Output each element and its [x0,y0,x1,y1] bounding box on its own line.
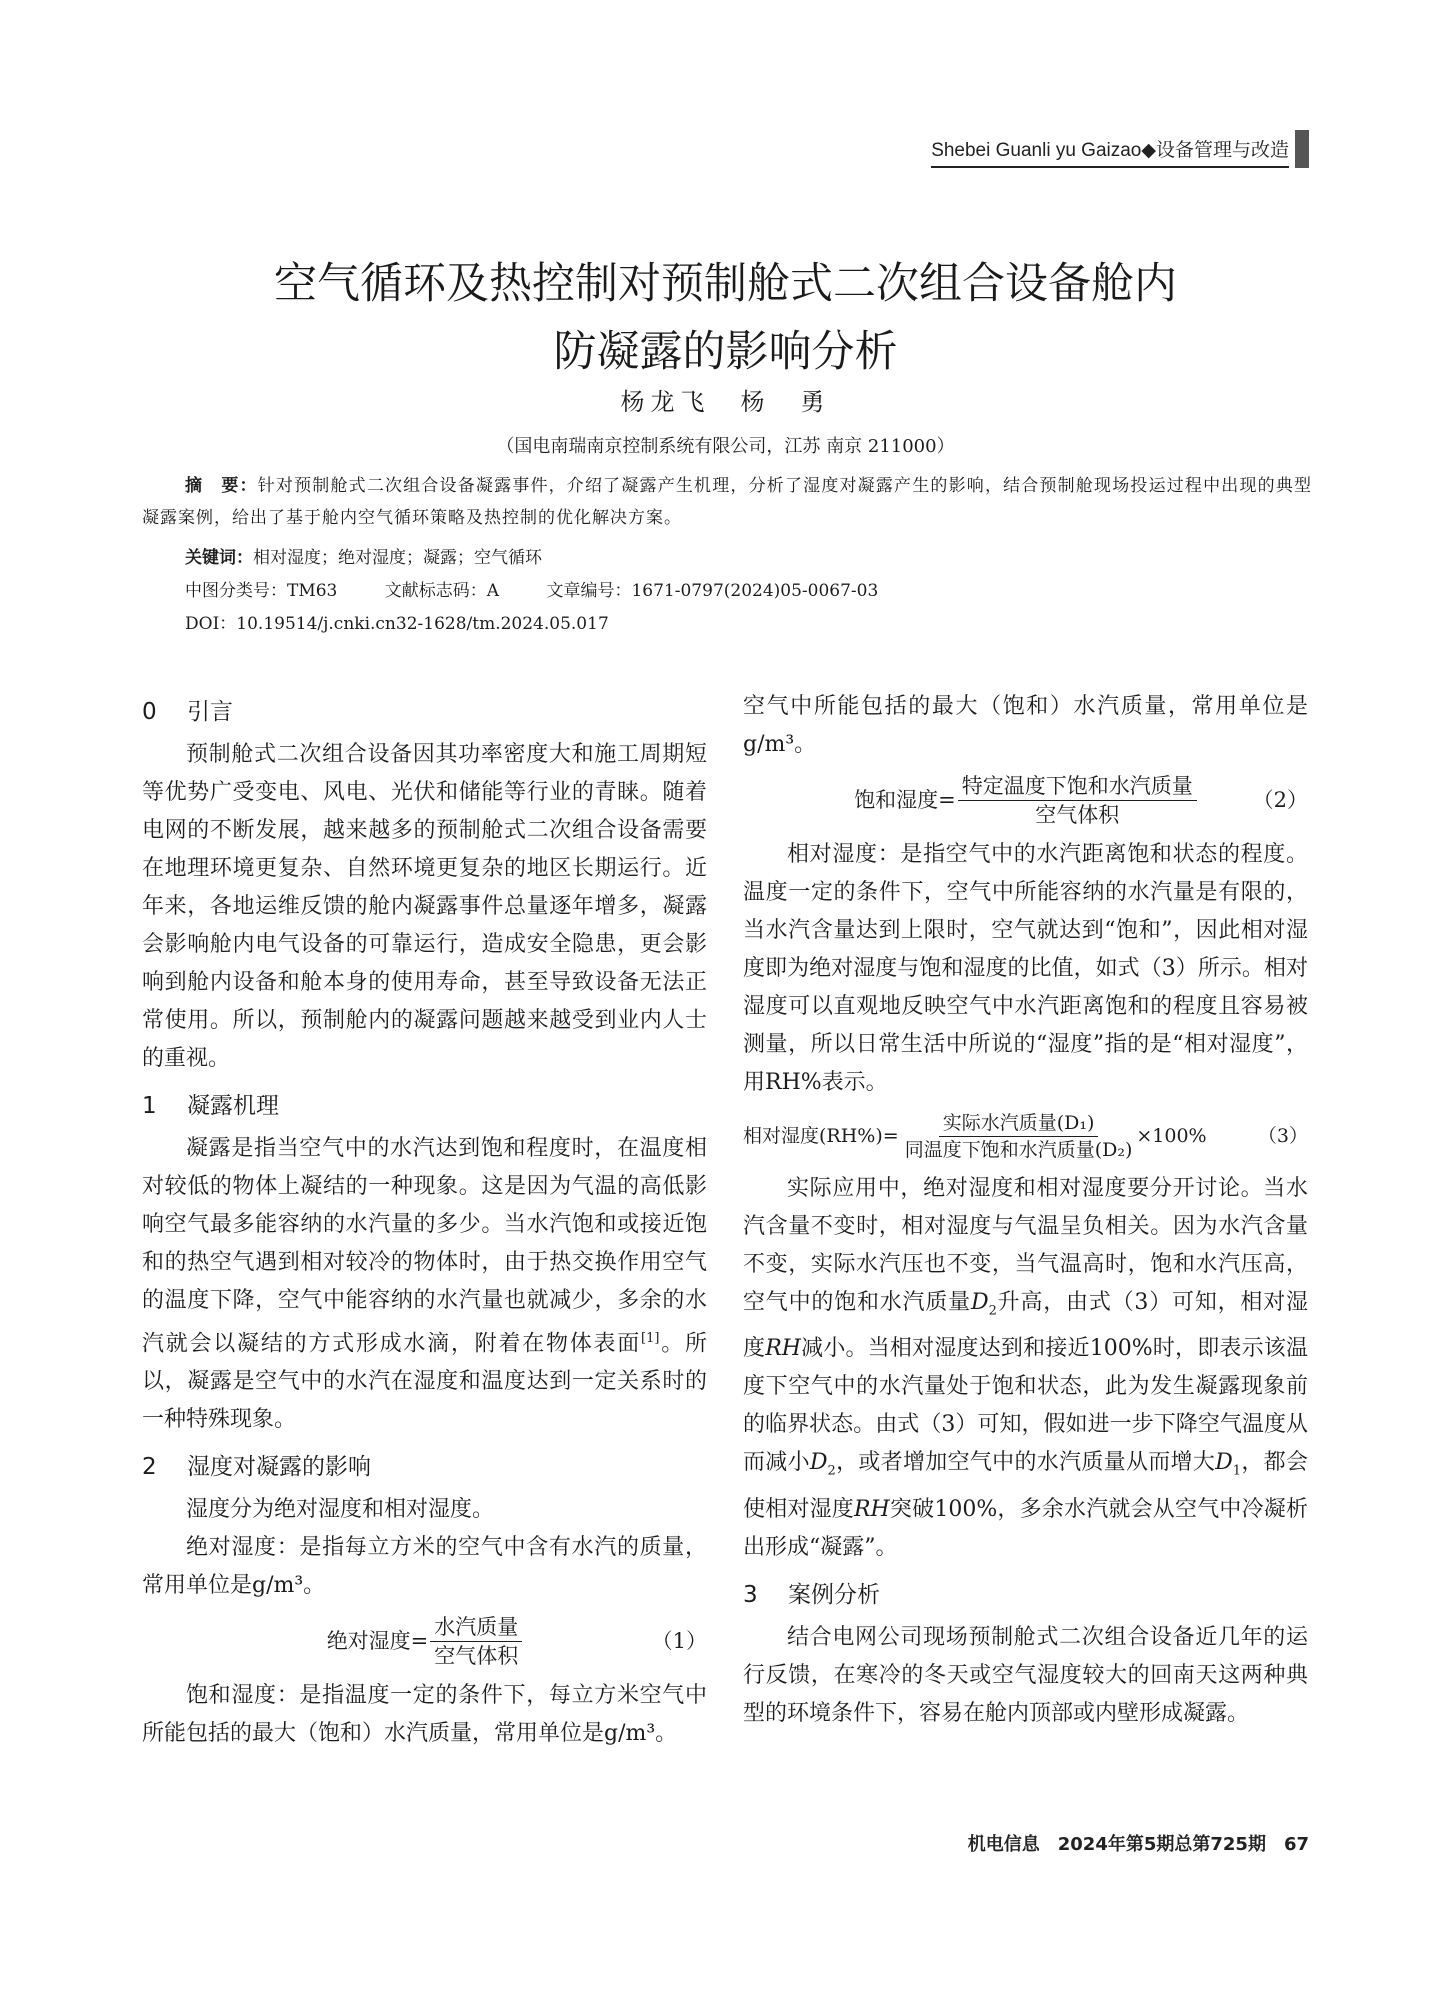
keywords [185,542,1355,574]
paper-title [0,250,1451,386]
fraction-denominator: 空气体积 [1035,802,1120,827]
variable-D1: D [1215,1450,1233,1476]
variable-D2: D [970,1290,989,1315]
section-heading-3 [743,1571,1308,1619]
paragraph-continued: 空气中所能包括的最大（饱和）水汽质量，常用单位是g/m³。 [743,694,1308,757]
equation-fraction [901,1110,1137,1163]
keywords-label: 关键词： [185,548,253,568]
header-bar-decoration [1295,130,1309,168]
clc-number: 中图分类号：TM63 [185,581,338,601]
paragraph-text: ，或者增加空气中的水汽质量从而增大 [835,1450,1216,1476]
variable-RH: RH [853,1496,890,1522]
paragraph: 相对湿度：是指空气中的水汽距离饱和状态的程度。温度一定的条件下，空气中所能容纳的水汽量是有限的，当水汽含量达到上限时，空气就达到“饱和”，因此相对湿度即为绝对湿度与饱和湿度的比值，如式（3）所示。相对湿度可以直观地反映空气中水汽距离饱和的程度且容易被测量，所以日常生活中所说的“湿度”指的是“相对湿度”，用RH%表示。 [743,842,1308,1095]
equation-number: （1） [651,1629,707,1654]
fraction-numerator: 水汽质量 [430,1613,522,1642]
equation-lhs: 饱和湿度= [854,788,956,812]
section-number: 1 [142,1093,157,1119]
fraction-denominator: 同温度下饱和水汽质量(D₂) [904,1138,1133,1161]
fraction-numerator: 特定温度下饱和水汽质量 [958,772,1197,801]
paragraph: 绝对湿度：是指每立方米的空气中含有水汽的质量，常用单位是g/m³。 [142,1535,707,1599]
equation-1 [142,1605,707,1677]
left-column [142,688,707,1747]
abstract [142,470,1312,534]
section-title: 湿度对凝露的影响 [187,1454,371,1481]
paragraph-text: 凝露是指当空气中的水汽达到饱和程度时，在温度相对较低的物体上凝结的一种现象。这是因为气温的高低影响空气最多能容纳的水汽量的多少。当水汽饱和或接近饱和的热空气遇到相对较冷的物体时，由于热交换作用空气的温度下降，空气中能容纳的水汽量也就减少，多余的水汽就会以凝结的方式形成水滴，附着在物体表面 [142,1136,707,1357]
subscript: 1 [1232,1463,1242,1479]
section-heading-1 [142,1082,707,1130]
fraction-denominator: 空气体积 [434,1643,519,1668]
paragraph: 饱和湿度：是指温度一定的条件下，每立方米空气中所能包括的最大（饱和）水汽质量，常用单位是g/m³。 [142,1683,707,1747]
right-column [743,688,1308,1733]
section-number: 2 [142,1454,157,1481]
subscript: 2 [827,1463,836,1479]
equation-number: （3） [1257,1125,1308,1147]
equation-fraction [958,772,1197,829]
section-title: 凝露机理 [187,1093,279,1119]
equation-number: （2） [1252,788,1308,812]
paragraph [743,1170,1308,1567]
paragraph: 结合电网公司现场预制舱式二次组合设备近几年的运行反馈，在寒冷的冬天或空气湿度较大的回南天这两种典型的环境条件下，容易在舱内顶部或内壁形成凝露。 [743,1624,1308,1726]
citation-ref[interactable]: [1] [641,1331,660,1346]
paragraph [142,1130,707,1439]
paragraph-text: 突破100%，多余水汽就会从空气中冷凝析出形成“凝露”。 [743,1496,1308,1560]
paragraph-text: 。所以，凝露是空气中的水汽在湿度和温度达到一定关系时的一种特殊现象。 [142,1331,707,1433]
variable-RH: RH [765,1336,801,1362]
section-title: 案例分析 [788,1581,880,1608]
paragraph-text: 减小。当相对湿度达到和接近100%时，即表示该温度下空气中的水汽量处于饱和状态，此为发生凝露现象前的临界状态。由式（3）可知，假如进一步下降空气温度从而减小 [743,1336,1308,1476]
subscript: 2 [988,1303,997,1319]
equation-fraction [430,1613,522,1670]
fraction-numerator: 实际水汽质量(D₁) [939,1110,1099,1137]
running-header-title: Shebei Guanli yu Gaizao◆设备管理与改造 [931,135,1289,168]
section-title: 引言 [187,699,233,725]
classification-line [185,575,1355,607]
variable-D2: D [809,1450,828,1476]
equation-2 [743,764,1308,836]
section-heading-2 [142,1443,707,1491]
running-header [931,128,1309,168]
article-number: 文章编号：1671-0797(2024)05-0067-03 [546,581,879,601]
affiliation: （国电南瑞南京控制系统有限公司，江苏 南京 211000） [496,436,955,457]
paragraph: 湿度分为绝对湿度和相对湿度。 [186,1497,495,1523]
equation-lhs: 相对湿度(RH%)= [743,1125,899,1147]
authors: 杨龙飞 杨 勇 [620,388,831,416]
keywords-text: 相对湿度；绝对湿度；凝露；空气循环 [253,548,542,568]
paper-title-line-1: 空气循环及热控制对预制舱式二次组合设备舱内 [274,259,1177,309]
paragraph: 预制舱式二次组合设备因其功率密度大和施工周期短等优势广受变电、风电、光伏和储能等行业的青睐。随着电网的不断发展，越来越多的预制舱式二次组合设备需要在地理环境更复杂、自然环境更复杂的地区长期运行。近年来，各地运维反馈的舱内凝露事件总量逐年增多，凝露会影响舱内电气设备的可靠运行，造成安全隐患，更会影响到舱内设备和舱本身的使用寿命，甚至导致设备无法正常使用。所以，预制舱内的凝露问题越来越受到业内人士的重视。 [142,742,707,1071]
paragraph-text: 实际应用中，绝对湿度和相对湿度要分开讨论。当水汽含量不变时，相对湿度与气温呈负相关。因为水汽含量不变，实际水汽压也不变，当气温高时，饱和水汽压高，空气中的饱和水汽质量 [743,1176,1308,1315]
equation-lhs: 绝对湿度= [326,1629,429,1654]
abstract-text: 针对预制舱式二次组合设备凝露事件，介绍了凝露产生机理，分析了湿度对凝露产生的影响，结合预制舱现场投运过程中出现的典型凝露案例，给出了基于舱内空气循环策略及热控制的优化解决方案。 [142,476,1313,528]
equation-tail: ×100% [1136,1125,1207,1147]
page-footer: 机电信息 2024年第5期总第725期 67 [967,1834,1309,1855]
paragraph-text: ，都会使相对湿度 [743,1450,1308,1522]
paragraph-text: 升高，由式（3）可知，相对湿度 [743,1290,1308,1362]
equation-3 [743,1102,1308,1170]
section-number: 0 [142,699,157,725]
section-number: 3 [743,1581,758,1608]
abstract-label: 摘 要： [185,476,258,496]
paper-title-line-2: 防凝露的影响分析 [553,327,898,377]
document-code: 文献标志码：A [384,581,500,601]
section-heading-0 [142,688,707,736]
doi: DOI：10.19514/j.cnki.cn32-1628/tm.2024.05.017 [185,614,609,634]
